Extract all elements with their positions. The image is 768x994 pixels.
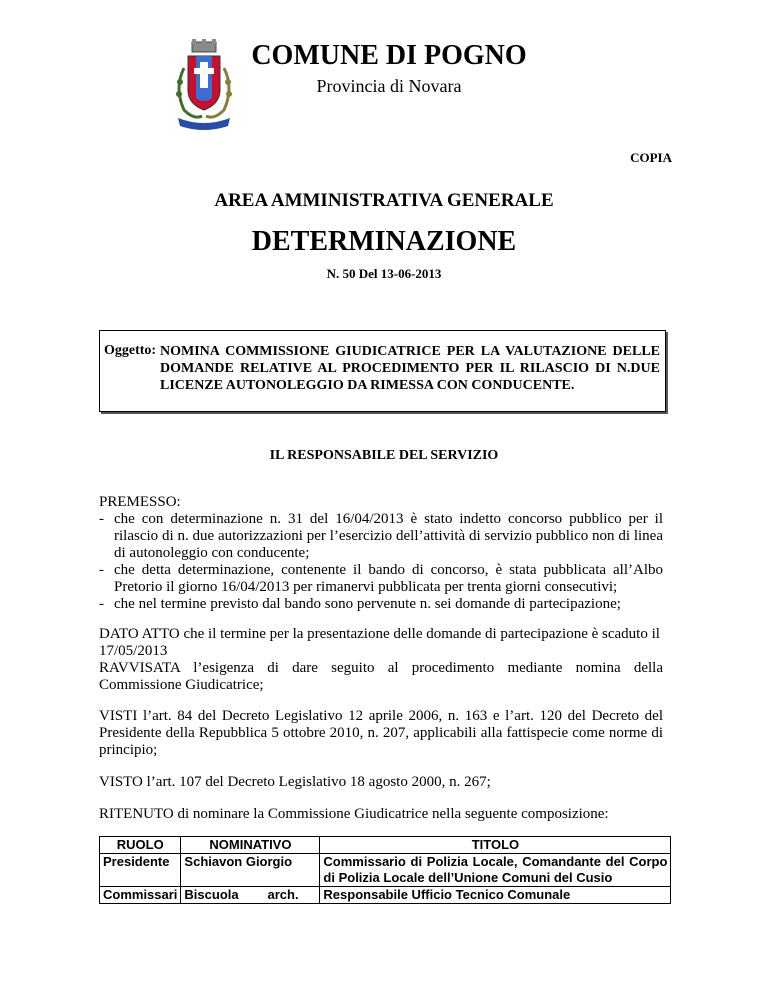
- table-cell: Commissario di Polizia Locale, Comandante del Corpo di Polizia Locale dell’Unione Comuni del Cusio: [320, 854, 671, 887]
- table-cell: Schiavon Giorgio: [181, 854, 320, 887]
- table-header-row: [100, 837, 671, 854]
- column-header: NOMINATIVO: [181, 837, 320, 854]
- visto-text: VISTO l’art. 107 del Decreto Legislativo 18 agosto 2000, n. 267;: [99, 774, 491, 790]
- subject-text: NOMINA COMMISSIONE GIUDICATRICE PER LA VALUTAZIONE DELLE DOMANDE RELATIVE AL PROCEDIMENTO PER IL RILASCIO DI N.DUE LICENZE AUTONOLEGGIO DA RIMESSA CON CONDUCENTE.: [160, 344, 660, 393]
- list-item-text: che detta determinazione, contenente il bando di concorso, è stata pubblicata all’Albo Pretorio il giorno 16/04/2013 per rimanervi pubblicata per trenta giorni consecutivi;: [114, 562, 663, 595]
- copy-mark: COPIA: [630, 150, 672, 165]
- document-number: N. 50 Del 13-06-2013: [326, 266, 442, 281]
- column-header: RUOLO: [100, 837, 181, 854]
- dato-atto-section: [99, 626, 663, 694]
- area-title: AREA AMMINISTRATIVA GENERALE: [214, 190, 554, 211]
- list-item: - che nel termine previsto dal bando sono pervenute n. sei domande di partecipazione;: [99, 596, 621, 612]
- visti-text: VISTI l’art. 84 del Decreto Legislativo 12 aprile 2006, n. 163 e l’art. 120 del Decreto del Presidente della Repubblica 5 ottobre 2010, n. 207, applicabili alla fattispecie come norme di principio;: [99, 708, 663, 758]
- province-name: Provincia di Novara: [316, 76, 462, 96]
- subject-box: [99, 330, 666, 412]
- dato-atto-text: DATO ATTO che il termine per la presentazione delle domande di partecipazione è scaduto il 17/05/2013: [99, 626, 660, 659]
- table-cell: Responsabile Ufficio Tecnico Comunale: [320, 887, 671, 904]
- premesso-heading: PREMESSO:: [99, 494, 181, 510]
- table-row: [100, 887, 671, 904]
- list-item-text: che nel termine previsto dal bando sono pervenute n. sei domande di partecipazione;: [114, 596, 621, 612]
- table-cell: Commissari: [100, 887, 181, 904]
- subject-label: Oggetto:: [104, 343, 157, 358]
- commission-table: [99, 836, 671, 904]
- ritenuto-text: RITENUTO di nominare la Commissione Giudicatrice nella seguente composizione:: [99, 806, 609, 822]
- column-header: TITOLO: [320, 837, 671, 854]
- ravvisata-text: RAVVISATA l’esigenza di dare seguito al procedimento mediante nomina della Commissione Giudicatrice;: [99, 660, 663, 693]
- list-item-text: che con determinazione n. 31 del 16/04/2013 è stato indetto concorso pubblico per il rilascio di n. due autorizzazioni per l’esercizio dell’attività di servizio pubblico non di linea di autonoleggio con conducente;: [114, 511, 663, 561]
- responsible-heading: IL RESPONSABILE DEL SERVIZIO: [269, 448, 499, 463]
- table-cell: Presidente: [100, 854, 181, 887]
- document-type: DETERMINAZIONE: [251, 226, 517, 257]
- table-row: [100, 854, 671, 887]
- table-cell: Biscuola arch.: [181, 887, 320, 904]
- town-name: COMUNE DI POGNO: [251, 40, 527, 71]
- premesso-section: [99, 494, 663, 613]
- list-item: - che con determinazione n. 31 del 16/04/2013 è stato indetto concorso pubblico per il rilascio di n. due autorizzazioni per l’esercizio dell’attività di servizio pubblico non di linea di autonoleggio con conducente;: [99, 511, 663, 561]
- list-item: - che detta determinazione, contenente il bando di concorso, è stata pubblicata all’Albo Pretorio il giorno 16/04/2013 per rimanervi pubblicata per trenta giorni consecutivi;: [99, 562, 663, 595]
